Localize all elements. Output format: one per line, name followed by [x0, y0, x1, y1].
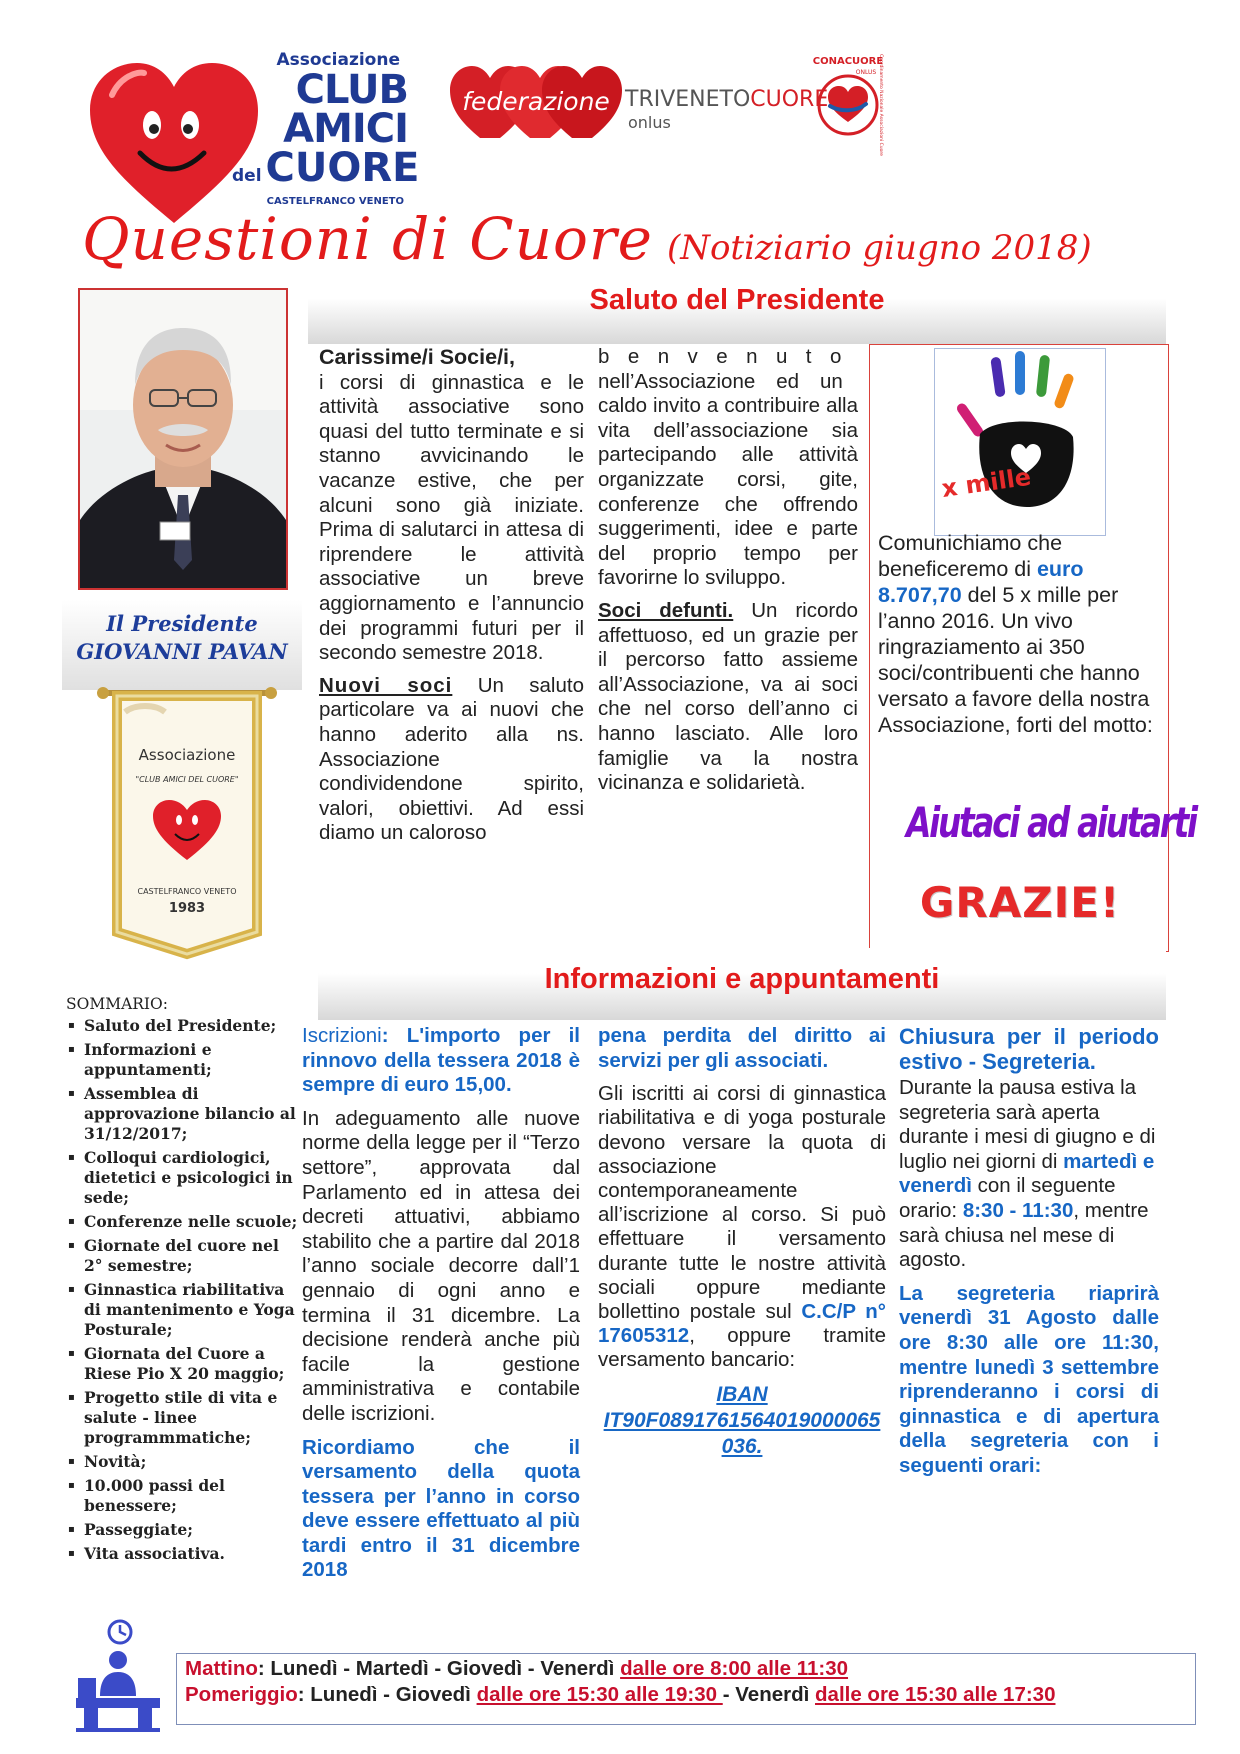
nuovi-soci-label: Nuovi soci	[319, 673, 453, 697]
cinque-per-mille-text	[878, 530, 1160, 738]
president-photo	[78, 288, 288, 590]
afternoon-time-1: dalle ore 15:30 alle 19:30	[476, 1683, 723, 1706]
office-desk-icon	[70, 1618, 166, 1734]
sommario-item: ▪ Vita associativa.	[84, 1544, 298, 1564]
quota-text-2: , oppure tramite versamento bancario:	[598, 1324, 886, 1372]
sommario-item: ▪ Informazioni e appuntamenti;	[84, 1040, 298, 1080]
flag-club-text: "CLUB AMICI DEL CUORE"	[135, 775, 239, 784]
section-heading-saluto: Saluto del Presidente	[308, 274, 1166, 344]
sommario-box	[66, 994, 298, 1568]
logo-line-amici: AMICI	[283, 106, 408, 152]
morning-days: : Lunedì - Martedì - Giovedì - Venerdì	[257, 1657, 621, 1680]
afternoon-label: Pomeriggio	[185, 1683, 298, 1706]
riapertura-paragraph: La segreteria riaprirà venerdì 31 Agosto dalle ore 8:30 alle ore 11:30, mentre lunedì 3 settembre riprenderanno i corsi di ginnastica e di apertura della segreteria con i seguenti orari:	[899, 1281, 1159, 1477]
benvenuto-paragraph	[598, 345, 858, 591]
sommario-item: ▪ Colloqui cardiologici, dietetici e psicologici in sede;	[84, 1148, 298, 1208]
afternoon-hours	[185, 1682, 1187, 1708]
chiusura-heading: Chiusura per il periodo estivo - Segreteria.	[899, 1024, 1159, 1074]
x-mille-label: x mille	[939, 462, 1033, 503]
section-heading-info: Informazioni e appuntamenti	[318, 948, 1166, 1020]
flag-year-text: 1983	[168, 901, 206, 916]
sommario-item: ▪ Conferenze nelle scuole;	[84, 1212, 298, 1232]
iscrizioni-paragraph	[302, 1024, 580, 1098]
president-portrait-image	[80, 290, 286, 588]
sommario-list	[66, 1016, 298, 1564]
club-amici-del-cuore-logo	[232, 50, 422, 205]
morning-time: dalle ore 8:00 alle 11:30	[620, 1657, 849, 1680]
sommario-item: ▪ 10.000 passi del benessere;	[84, 1476, 298, 1516]
chiusura-text-3: , mentre sarà chiusa nel mese di agosto.	[899, 1198, 1149, 1272]
morning-label: Mattino	[185, 1657, 258, 1680]
x-mille-hand-image	[934, 348, 1106, 536]
benvenuto-text: nell’Associazione ed un caldo invito a contribuire alla vita dell’associazione sia partecipando alle attività organizzate corsi, gite, conferenze che offrendo suggerimenti, idee e parte del proprio tempo per favorirne lo sviluppo.	[598, 369, 858, 590]
title-main: Questioni di Cuore	[82, 205, 653, 273]
saluto-paragraph-1	[319, 345, 584, 666]
office-hours-box	[176, 1653, 1196, 1725]
president-caption	[62, 600, 302, 690]
sommario-item: ▪ Passeggiate;	[84, 1520, 298, 1540]
info-column-1	[302, 1024, 580, 1592]
soci-defunti-paragraph	[598, 599, 858, 796]
saluto-column-1	[319, 345, 584, 854]
iban-label: IBAN	[716, 1382, 768, 1406]
nuovi-soci-paragraph	[319, 674, 584, 846]
grazie-text: GRAZIE!	[919, 878, 1121, 927]
iscrizioni-text: : L'importo per il rinnovo della tessera 2018 è sempre di euro 15,00.	[302, 1024, 580, 1097]
info-column-3	[899, 1024, 1159, 1488]
logo-word-cuore: CUORE	[265, 145, 420, 191]
sommario-item: ▪ Assemblea di approvazione bilancio al 31/12/2017;	[84, 1084, 298, 1144]
logo-word-del: del	[232, 166, 262, 186]
conto-corrente-postale: C.C/P n° 17605312	[598, 1300, 886, 1348]
soci-defunti-text: Un ricordo affettuoso, ed un grazie per il percorso fatto assieme all’Associazione, va ai soci che nel corso dell’anno ci hanno lasciato. Alle loro famiglie va la nostra vicinanza e solidarietà.	[598, 598, 858, 795]
sommario-item: ▪ Giornate del cuore nel 2° semestre;	[84, 1236, 298, 1276]
versamento-reminder: Ricordiamo che il versamento della quota tessera per l’anno in corso deve essere effettuato al più tardi entro il 31 dicembre 2018	[302, 1435, 580, 1582]
cinque-per-mille-amount: euro 8.707,70	[878, 557, 1084, 607]
president-role: Il Presidente	[106, 611, 258, 636]
triveneto-word: TRIVENETOCUORE	[625, 87, 829, 112]
conacuore-onlus: ONLUS	[855, 69, 877, 76]
saluto-greeting: Carissime/i Socie/i,	[319, 345, 515, 369]
cinque-per-mille-text-1: Comunichiamo che beneficeremo di	[878, 531, 1063, 581]
saluto-text-1: i corsi di ginnastica e le attività associative sono quasi del tutto terminate e si stanno avvicinando le vacanze estive, che per alcuni sono già iniziate. Prima di salutarci in attesa di riprendere le attività associative un breve aggiornamento e l’annuncio dei programmi futuri per il secondo semestre 2018.	[319, 370, 584, 665]
chiusura-text-2: con il seguente orario:	[899, 1174, 1116, 1222]
iban-code: IT90F0891761564019000065036.	[603, 1408, 881, 1458]
conacuore-side-text: Coordinamento Nazionale Associazioni Cuore	[878, 54, 883, 156]
newsletter-title	[82, 205, 1162, 285]
conacuore-word: CONACUORE	[812, 56, 884, 67]
chiusura-days: martedì e venerdì	[899, 1149, 1155, 1198]
chiusura-hours: 8:30 - 11:30	[962, 1198, 1074, 1222]
morning-hours	[185, 1656, 1187, 1682]
terzo-settore-paragraph: In adeguamento alle nuove norme della legge per il “Terzo settore”, approvata dal Parlamento ed in attesa dei decreti attuativi, abbiamo stabilito che a partire dal 2018 l’anno sociale decorre dall’1 gennaio di ogni anno e termina il 31 dicembre. La decisione renderà anche più facile la gestione amministrativa e contabile delle iscrizioni.	[302, 1106, 580, 1425]
sommario-item: ▪ Saluto del Presidente;	[84, 1016, 298, 1036]
sommario-item: ▪ Giornata del Cuore a Riese Pio X 20 maggio;	[84, 1344, 298, 1384]
president-name: GIOVANNI PAVAN	[76, 639, 288, 664]
motto-text: Aiutaci ad aiutarti	[906, 798, 1196, 847]
afternoon-time-2: dalle ore 15:30 alle 17:30	[815, 1683, 1056, 1706]
cinque-per-mille-text-2: del 5 x mille per l’anno 2016. Un vivo ringraziamento ai 350 soci/contribuenti che hanno versato a favore della nostra Associazione, forti del motto:	[878, 583, 1153, 737]
soci-defunti-label: Soci defunti.	[598, 598, 734, 622]
logo-line-cuore	[232, 145, 422, 196]
sommario-title: SOMMARIO:	[66, 995, 168, 1013]
pena-perdita-text: pena perdita del diritto ai servizi per gli associati.	[598, 1024, 886, 1072]
flag-associazione-text: Associazione	[138, 746, 236, 764]
iscrizioni-label: Iscrizioni	[302, 1024, 382, 1047]
info-column-2	[598, 1024, 886, 1460]
iban-block	[598, 1382, 886, 1460]
onlus-word: onlus	[628, 113, 671, 132]
afternoon-days: : Lunedì - Giovedì	[297, 1683, 477, 1706]
flag-city-text: CASTELFRANCO VENETO	[137, 887, 237, 896]
sommario-item: ▪ Novità;	[84, 1452, 298, 1472]
saluto-column-2	[598, 345, 858, 804]
sommario-item: ▪ Ginnastica riabilitativa di mantenimento e Yoga Posturale;	[84, 1280, 298, 1340]
quota-paragraph	[598, 1082, 886, 1372]
logo-line-club: CLUB	[295, 67, 408, 113]
logo-line-associazione: Associazione	[276, 50, 400, 70]
sommario-item: ▪ Progetto stile di vita e salute - linee programmmatiche;	[84, 1388, 298, 1448]
federazione-word: federazione	[462, 87, 610, 116]
benvenuto-word: benvenuto	[598, 345, 860, 368]
logo-line-city: CASTELFRANCO VENETO	[266, 196, 404, 207]
association-banner-image	[95, 682, 280, 962]
chiusura-paragraph	[899, 1076, 1159, 1273]
chiusura-text-1: Durante la pausa estiva la segreteria sarà aperta durante i mesi di giugno e di luglio nei giorni di	[899, 1076, 1156, 1173]
afternoon-separator: - Venerdì	[722, 1683, 816, 1706]
conacuore-logo	[808, 50, 888, 156]
federazione-triveneto-cuore-logo	[450, 58, 829, 143]
nuovi-soci-text: Un saluto particolare va ai nuovi che hanno aderito alla ns. Associazione condividendone spirito, valori, obiettivi. Ad essi diamo un caloroso	[319, 673, 584, 845]
title-subtitle: (Notiziario giugno 2018)	[666, 228, 1092, 268]
quota-text-1: Gli iscritti ai corsi di ginnastica riabilitativa e di yoga posturale devono versare la quota di associazione contemporaneamente all’iscrizione al corso. Si può effettuare il versamento durante tutte le nostre attività sociali oppure mediante bollettino postale sul	[598, 1082, 886, 1324]
